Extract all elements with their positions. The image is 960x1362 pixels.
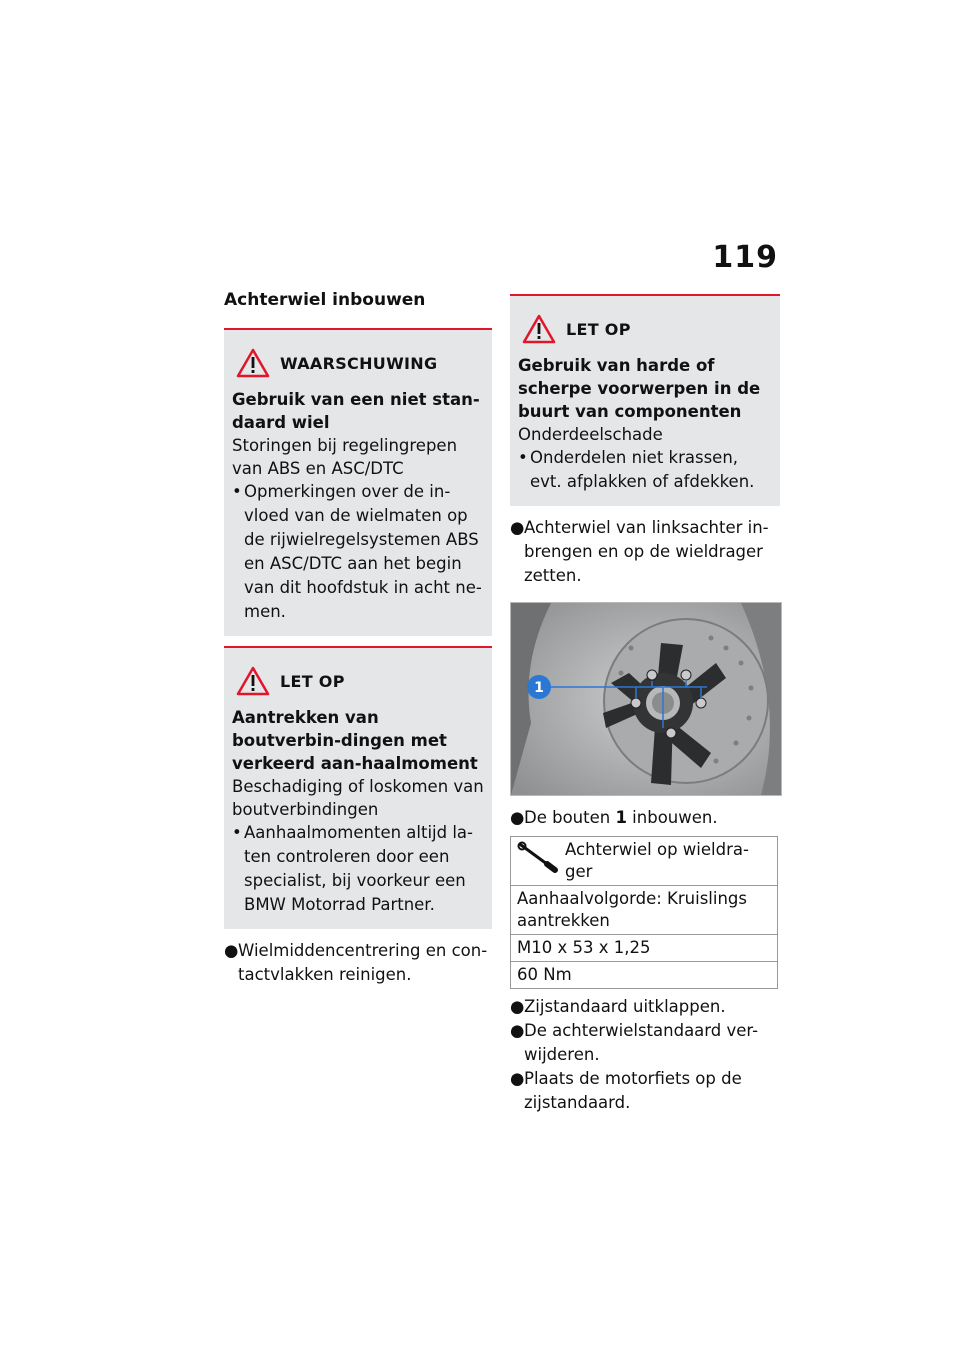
step-item: ●Zijstandaard uitklappen. (510, 997, 726, 1016)
callout-number: 1 (534, 680, 544, 696)
step-text: Zijstandaard uitklappen. (524, 997, 726, 1016)
step-text: Plaats de motorfiets op de zijstandaard. (524, 1069, 742, 1112)
section-title: Achterwiel inbouwen (224, 290, 426, 310)
warning-triangle-icon (236, 666, 270, 696)
warning-title: Gebruik van een niet stan-daard wiel (232, 390, 480, 432)
spec-header: Achterwiel op wieldra-ger (565, 840, 749, 881)
step-item: ●Achterwiel van linksachter in-brengen en op de wieldrager zetten. (510, 518, 769, 585)
step-text: De achterwielstandaard ver-wijderen. (524, 1021, 759, 1064)
step-text: Achterwiel van linksachter in-brengen en op de wieldrager zetten. (524, 518, 769, 585)
spec-torque: 60 Nm (511, 962, 778, 989)
warning-bullet-text: Opmerkingen over de in-vloed van de wielmaten op de rijwielregelsystemen ABS en ASC/DTC aan het begin van dit hoofdstuk in acht ne-men. (244, 482, 482, 621)
notice-text: Onderdeelschade (518, 425, 663, 444)
right-column (510, 294, 780, 1115)
step-item: ●De bouten 1 inbouwen. (510, 808, 718, 827)
rear-wheel-figure (510, 602, 782, 796)
step-item: ●De achterwielstandaard ver-wijderen. (510, 1021, 759, 1064)
torque-wrench-icon (517, 839, 559, 875)
warning-box (224, 328, 492, 636)
notice-text: Beschadiging of loskomen van boutverbindingen (232, 777, 484, 819)
notice-header (236, 666, 484, 696)
notice-bullet-text: Onderdelen niet krassen, evt. afplakken of afdekken. (530, 448, 755, 491)
notice-box (224, 646, 492, 929)
warning-header (236, 348, 484, 378)
notice-bullet-text: Aanhaalmomenten altijd la-ten controleren door een specialist, bij voorkeur een BMW Motorrad Partner. (244, 823, 473, 914)
notice-title: Aantrekken van boutverbin-dingen met verkeerd aan-haalmoment (232, 708, 478, 773)
notice-header (522, 314, 772, 344)
step-text-suffix: inbouwen. (626, 808, 718, 827)
warning-triangle-icon (236, 348, 270, 378)
notice-bullet: • Aanhaalmomenten altijd la-ten controleren door een specialist, bij voorkeur een BMW Motorrad Partner. (232, 823, 473, 914)
spec-thread: M10 x 53 x 1,25 (511, 935, 778, 962)
warning-label: WAARSCHUWING (280, 353, 438, 373)
notice-label: LET OP (280, 671, 345, 691)
step-item: ●Wielmiddencentrering en con-tactvlakken reinigen. (224, 941, 488, 984)
warning-text: Storingen bij regelingrepen van ABS en ASC/DTC (232, 436, 458, 478)
page-number: 119 (712, 240, 778, 275)
step-ref: 1 (615, 808, 627, 827)
notice-title: Gebruik van harde of scherpe voorwerpen in de buurt van componenten (518, 356, 761, 421)
step-text: Wielmiddencentrering en con-tactvlakken reinigen. (238, 941, 488, 984)
torque-spec-table (510, 836, 778, 989)
notice-label: LET OP (566, 319, 631, 339)
notice-bullet: • Onderdelen niet krassen, evt. afplakken of afdekken. (518, 448, 755, 491)
left-column (224, 290, 492, 987)
step-text-prefix: De bouten (524, 808, 616, 827)
step-item: ●Plaats de motorfiets op de zijstandaard. (510, 1069, 742, 1112)
warning-bullet: • Opmerkingen over de in-vloed van de wielmaten op de rijwielregelsystemen ABS en ASC/DTC aan het begin van dit hoofdstuk in acht ne-men. (232, 482, 482, 621)
warning-triangle-icon (522, 314, 556, 344)
notice-box (510, 294, 780, 506)
spec-header-cell (511, 837, 778, 886)
spec-order: Aanhaalvolgorde: Kruislings aantrekken (511, 886, 778, 935)
